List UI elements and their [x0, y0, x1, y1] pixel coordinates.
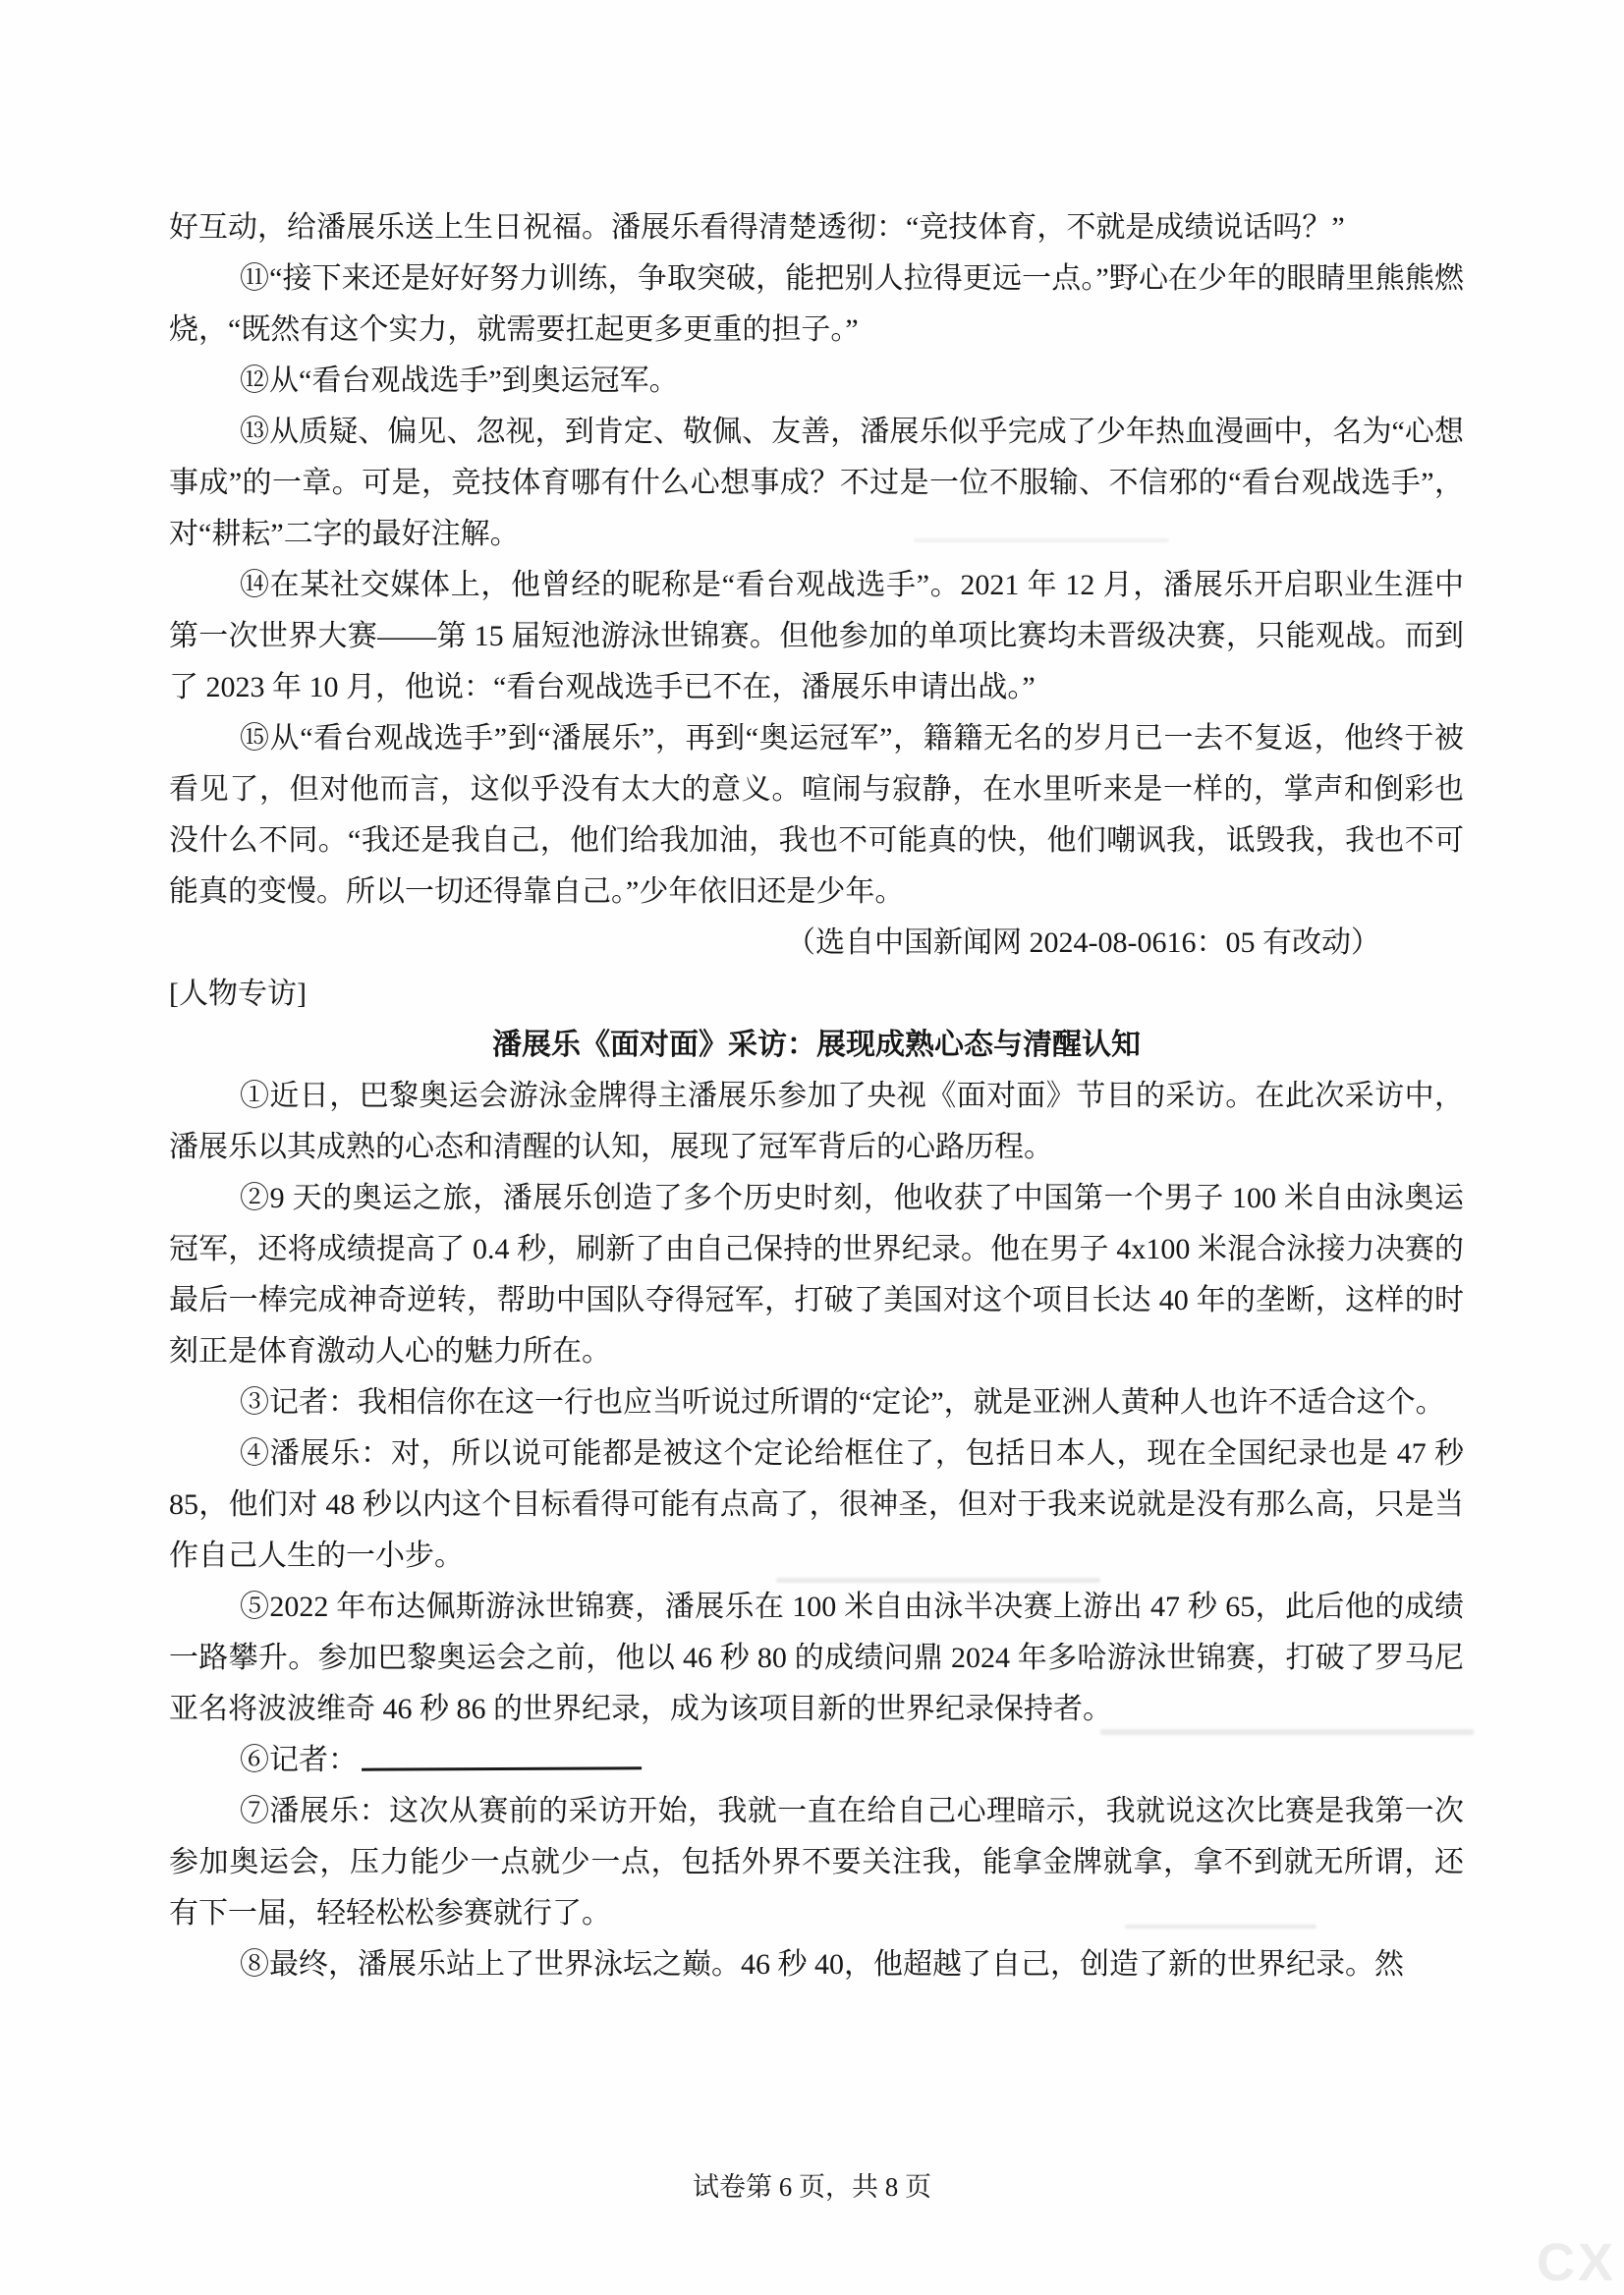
scan-artifact — [1125, 1925, 1316, 1929]
interviewer-blank-label: ⑥记者： — [240, 1744, 358, 1776]
excerpt-paragraph: ⑬从质疑、偏见、忽视，到肯定、敬佩、友善，潘展乐似乎完成了少年热血漫画中，名为“心想事成”的一章。可是，竞技体育哪有什么心想事成？不过是一位不服输、不信邪的“看台观战选手”，对“耕耘”二字的最好注解。 — [169, 416, 1464, 550]
interview-paragraph: ⑧最终，潘展乐站上了世界泳坛之巅。46 秒 40，他超越了自己，创造了新的世界纪录。然 — [240, 1948, 1404, 1981]
scan-artifact — [776, 1578, 1100, 1583]
interview-paragraph: ④潘展乐：对，所以说可能都是被这个定论给框住了，包括日本人，现在全国纪录也是 47 秒 85，他们对 48 秒以内这个目标看得可能有点高了，很神圣，但对于我来说就是没有那么高，只是当作自己人生的一小步。 — [169, 1437, 1464, 1572]
interview-paragraph: ⑦潘展乐：这次从赛前的采访开始，我就一直在给自己心理暗示，我就说这次比赛是我第一次参加奥运会，压力能少一点就少一点，包括外界不要关注我，能拿金牌就拿，拿不到就无所谓，还有下一届，轻轻松松参赛就行了。 — [169, 1795, 1464, 1930]
interview-paragraph: ①近日，巴黎奥运会游泳金牌得主潘展乐参加了央视《面对面》节目的采访。在此次采访中，潘展乐以其成熟的心态和清醒的认知，展现了冠军背后的心路历程。 — [169, 1080, 1464, 1163]
excerpt-paragraph: ⑫从“看台观战选手”到奥运冠军。 — [240, 364, 679, 397]
excerpt-paragraph: ⑮从“看台观战选手”到“潘展乐”，再到“奥运冠军”，籍籍无名的岁月已一去不复返，他终于被看见了，但对他而言，这似乎没有太大的意义。喧闹与寂静，在水里听来是一样的，掌声和倒彩也没什么不同。“我还是我自己，他们给我加油，我也不可能真的快，他们嘲讽我，诋毁我，我也不可能真的变慢。所以一切还得靠自己。”少年依旧还是少年。 — [169, 722, 1464, 908]
page-content — [169, 202, 1464, 1990]
interview-paragraph: ⑤2022 年布达佩斯游泳世锦赛，潘展乐在 100 米自由泳半决赛上游出 47 秒 65，此后他的成绩一路攀升。参加巴黎奥运会之前，他以 46 秒 80 的成绩问鼎 2024 年多哈游泳世锦赛，打破了罗马尼亚名将波波维奇 46 秒 86 的世界纪录，成为该项目新的世界纪录保持者。 — [169, 1591, 1464, 1725]
scan-artifact — [1100, 1729, 1474, 1735]
fill-in-blank-line — [362, 1738, 642, 1770]
section-label: [人物专访] — [169, 978, 307, 1010]
excerpt-paragraph: ⑭在某社交媒体上，他曾经的昵称是“看台观战选手”。2021 年 12 月，潘展乐开启职业生涯中第一次世界大赛——第 15 届短池游泳世锦赛。但他参加的单项比赛均未晋级决赛，只能观战。而到了 2023 年 10 月，他说：“看台观战选手已不在，潘展乐申请出战。” — [169, 569, 1464, 703]
scan-artifact — [914, 538, 1169, 542]
interview-paragraph: ②9 天的奥运之旅，潘展乐创造了多个历史时刻，他收获了中国第一个男子 100 米自由泳奥运冠军，还将成绩提高了 0.4 秒，刷新了由自己保持的世界纪录。他在男子 4x100 米混合泳接力决赛的最后一棒完成神奇逆转，帮助中国队夺得冠军，打破了美国对这个项目长达 40 年的垄断，这样的时刻正是体育激动人心的魅力所在。 — [169, 1182, 1464, 1368]
excerpt-paragraph: 好互动，给潘展乐送上生日祝福。潘展乐看得清楚透彻：“竞技体育，不就是成绩说话吗？” — [169, 211, 1345, 244]
page-footer: 试卷第 6 页，共 8 页 — [693, 2172, 931, 2202]
source-attribution: （选自中国新闻网 2024-08-0616：05 有改动） — [786, 926, 1380, 959]
excerpt-paragraph: ⑪“接下来还是好好努力训练，争取突破，能把别人拉得更远一点。”野心在少年的眼睛里熊熊燃烧，“既然有这个实力，就需要扛起更多更重的担子。” — [169, 262, 1464, 346]
watermark: CX — [1536, 2233, 1616, 2292]
interviewer-blank-paragraph — [169, 1735, 1464, 1786]
interview-paragraph: ③记者：我相信你在这一行也应当听说过所谓的“定论”，就是亚洲人黄种人也许不适合这个。 — [240, 1386, 1445, 1419]
interview-title: 潘展乐《面对面》采访：展现成熟心态与清醒认知 — [492, 1029, 1141, 1061]
